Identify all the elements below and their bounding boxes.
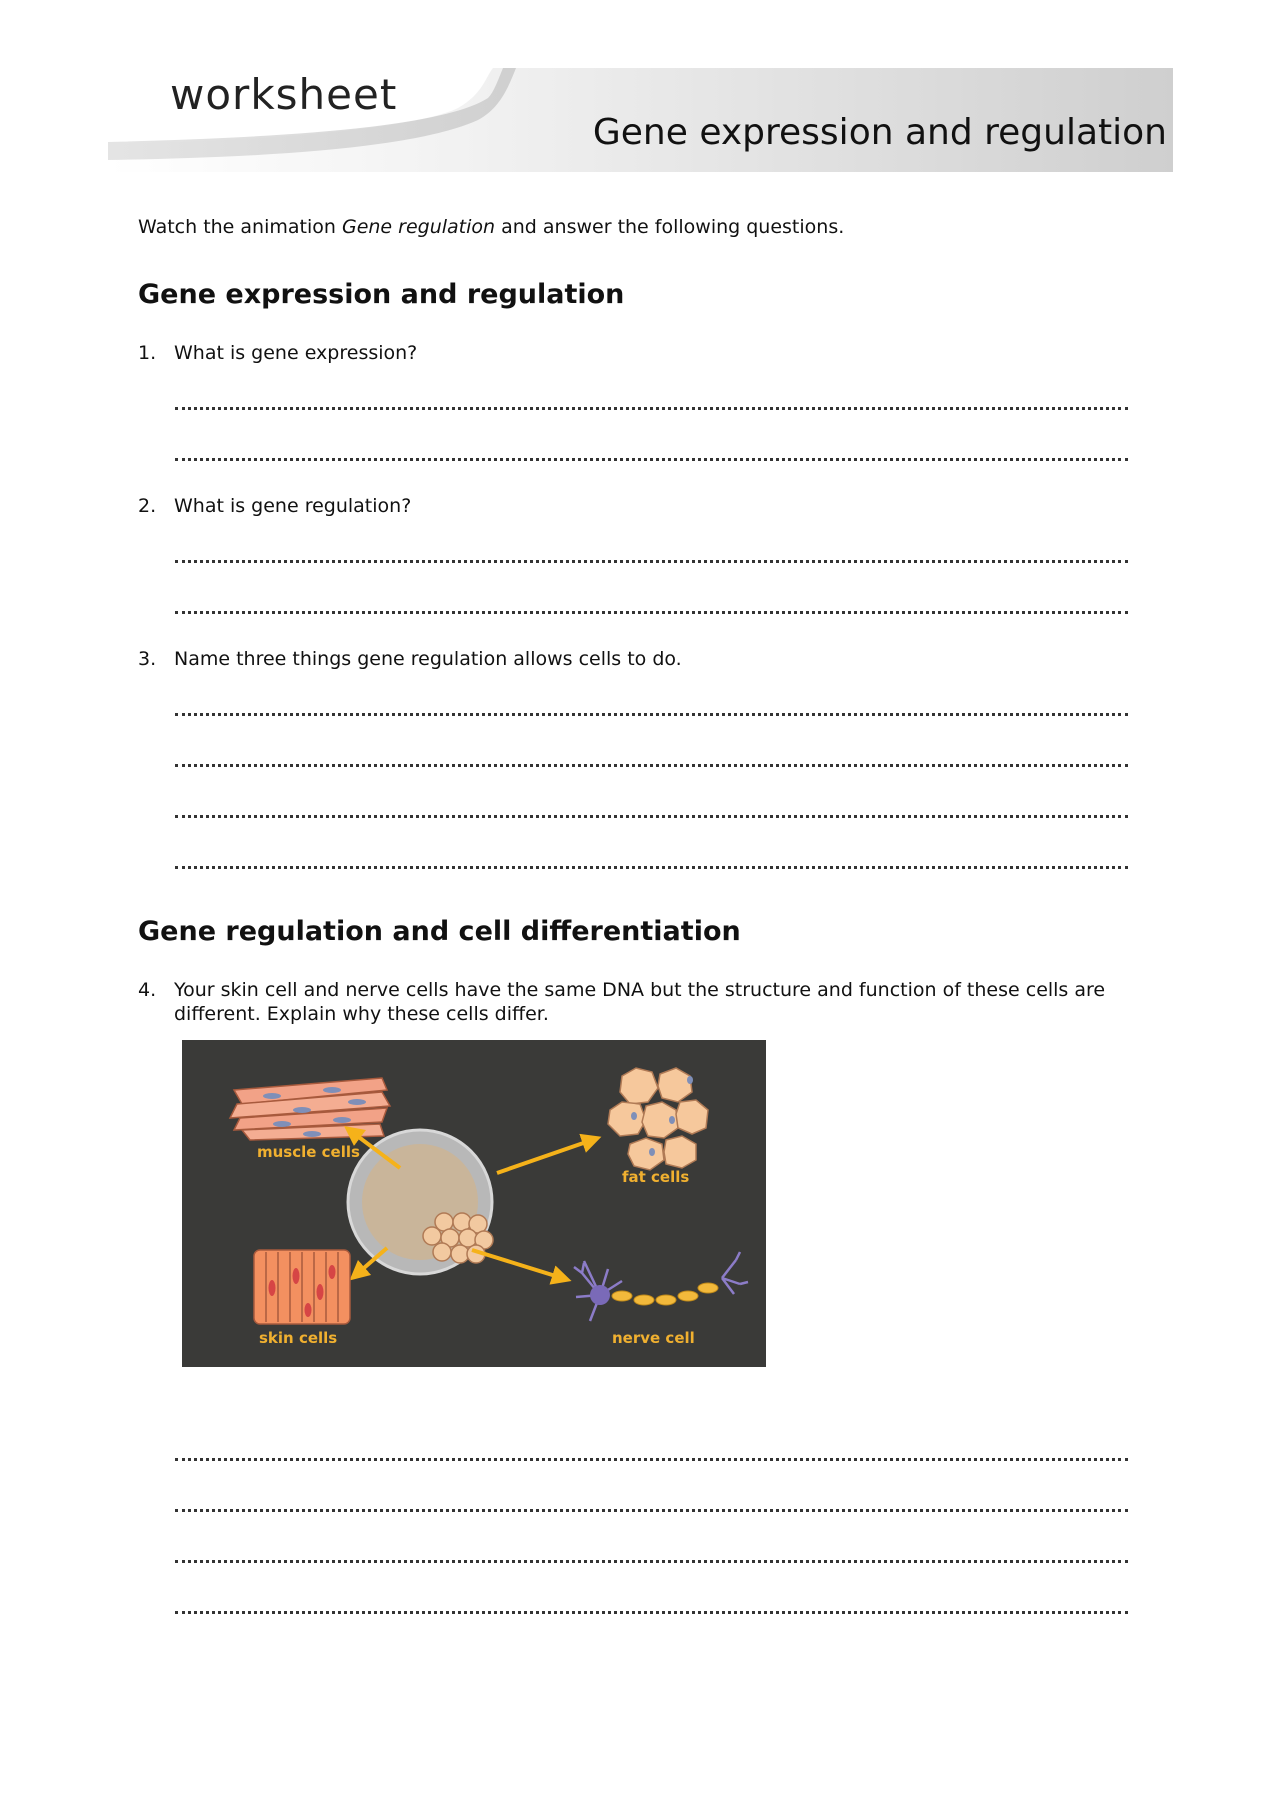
cell-differentiation-figure xyxy=(182,1040,766,1367)
question-text: What is gene regulation? xyxy=(174,495,412,517)
answer-line[interactable] xyxy=(175,1611,1128,1614)
document-title: Gene expression and regulation xyxy=(592,112,1167,153)
muscle-cells-label: muscle cells xyxy=(257,1143,360,1161)
instructions-before: Watch the animation xyxy=(138,216,342,238)
instructions xyxy=(138,216,844,238)
question-text: Name three things gene regulation allows cells to do. xyxy=(174,648,682,670)
question-text: What is gene expression? xyxy=(174,342,418,364)
answer-line[interactable] xyxy=(175,1458,1128,1461)
stem-cell-dish-illustration xyxy=(348,1130,493,1274)
skin-cells-label: skin cells xyxy=(259,1329,338,1347)
question-number: 1. xyxy=(138,342,157,364)
answer-line[interactable] xyxy=(175,407,1128,410)
answer-line[interactable] xyxy=(175,764,1128,767)
answer-line[interactable] xyxy=(175,1560,1128,1563)
question-3 xyxy=(138,647,1138,671)
question-4 xyxy=(138,978,1138,1026)
answer-line[interactable] xyxy=(175,560,1128,563)
answer-line[interactable] xyxy=(175,1509,1128,1512)
question-2 xyxy=(138,494,1138,518)
answer-line[interactable] xyxy=(175,458,1128,461)
fat-cells-label: fat cells xyxy=(622,1168,690,1186)
nerve-cell-label: nerve cell xyxy=(612,1329,695,1347)
instructions-after: and answer the following questions. xyxy=(495,216,845,238)
section-heading-gene-expression: Gene expression and regulation xyxy=(138,279,625,310)
answer-line[interactable] xyxy=(175,713,1128,716)
worksheet-header xyxy=(108,68,1173,172)
section-heading-cell-differentiation: Gene regulation and cell differentiation xyxy=(138,916,741,947)
question-number: 2. xyxy=(138,495,157,517)
animation-name: Gene regulation xyxy=(341,216,496,238)
question-number: 4. xyxy=(138,979,157,1001)
question-number: 3. xyxy=(138,648,157,670)
skin-cells-illustration xyxy=(254,1250,350,1324)
answer-line[interactable] xyxy=(175,815,1128,818)
answer-line[interactable] xyxy=(175,611,1128,614)
question-1 xyxy=(138,341,1138,365)
worksheet-logo: worksheet xyxy=(170,70,398,119)
answer-line[interactable] xyxy=(175,866,1128,869)
question-text: Your skin cell and nerve cells have the same DNA but the structure and function of these cells are different. Explain why these cells differ. xyxy=(174,979,1106,1025)
